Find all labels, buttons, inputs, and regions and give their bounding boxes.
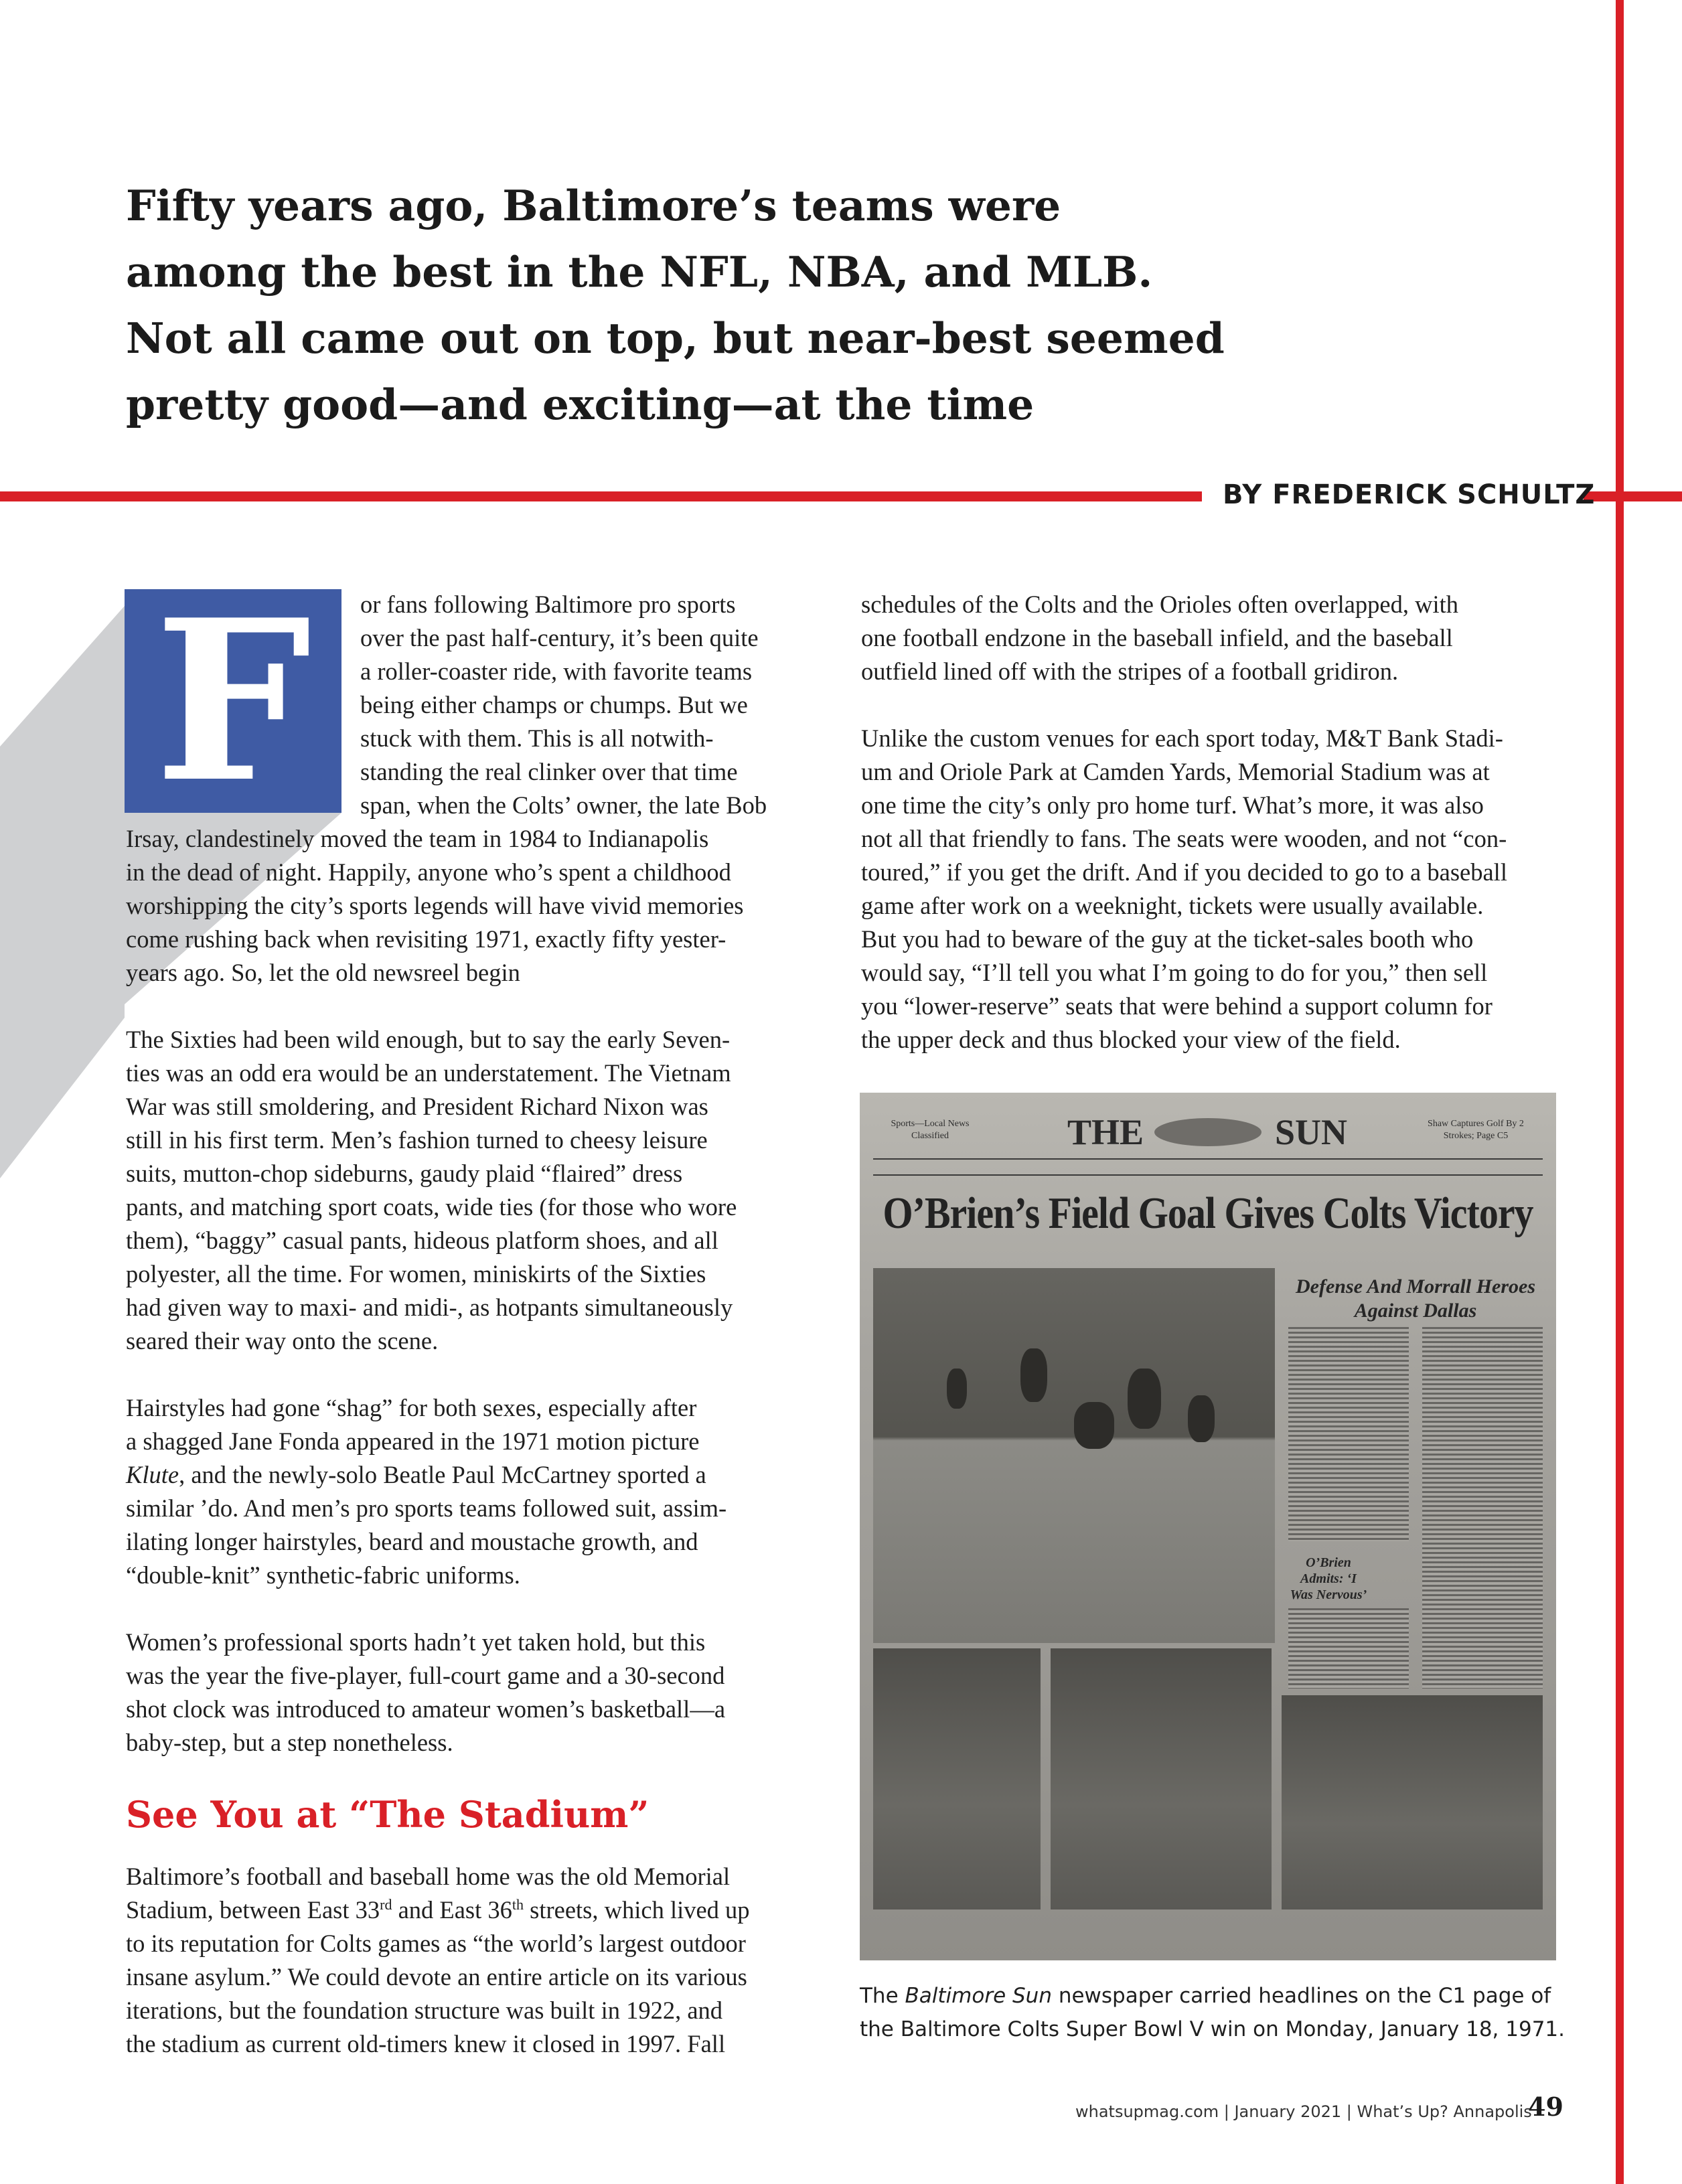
superscript: rd — [380, 1895, 392, 1913]
page-number: 49 — [1528, 2092, 1563, 2122]
publication-italic: Baltimore Sun — [905, 1984, 1052, 2008]
footer-info: whatsupmag.com | January 2021 | What’s Up? Annapolis — [1075, 2102, 1532, 2121]
text-line: Baltimore’s football and baseball home was the old Memorial — [126, 1863, 731, 1890]
text-line: would say, “I’ll tell you what I’m going to do for you,” then sell — [861, 959, 1488, 986]
player-figure — [947, 1369, 967, 1409]
text-line: one football endzone in the baseball infield, and the baseball — [861, 624, 1453, 651]
col1-para4 — [126, 1626, 725, 1760]
text-line: stuck with them. This is all notwith- — [360, 724, 714, 752]
text-line: Irsay, clandestinely moved the team in 1984 to Indianapolis — [126, 825, 709, 852]
text-line: or fans following Baltimore pro sports — [360, 591, 736, 618]
article-deck — [126, 173, 1264, 438]
text-line: baby-step, but a step nonetheless. — [126, 1729, 453, 1756]
text-line: game after work on a weeknight, tickets were usually available. — [861, 892, 1484, 919]
newspaper-title-sun: SUN — [1275, 1112, 1348, 1152]
text-line: had given way to maxi- and midi-, as hotpants simultaneously — [126, 1294, 733, 1321]
text-line: was the year the five-player, full-court game and a 30-second — [126, 1662, 725, 1689]
col2-para2 — [861, 722, 1507, 1057]
text-line: Hairstyles had gone “shag” for both sexes, especially after — [126, 1394, 697, 1421]
newspaper-inset-head: O’Brien Admits: ‘I Was Nervous’ — [1290, 1555, 1367, 1602]
text-line: standing the real clinker over that time — [360, 758, 738, 785]
deck-line: Fifty years ago, Baltimore’s teams were — [126, 181, 1061, 230]
deck-line: pretty good—and exciting—at the time — [126, 380, 1035, 429]
text-line: suits, mutton-chop sideburns, gaudy plaid “flaired” dress — [126, 1160, 683, 1187]
newspaper-rule — [873, 1158, 1543, 1160]
caption-line: the Baltimore Colts Super Bowl V win on Monday, January 18, 1971. — [860, 2017, 1565, 2041]
player-figure — [1188, 1395, 1215, 1442]
col1-para2 — [126, 1023, 737, 1358]
newspaper-subhead: Defense And Morrall Heroes Against Dallas — [1295, 1275, 1536, 1322]
text-line: Unlike the custom venues for each sport today, M&T Bank Stadi- — [861, 724, 1503, 752]
text-fragment: The — [860, 1984, 905, 2008]
text-fragment: newspaper carried headlines on the C1 page of — [1051, 1984, 1551, 2008]
superscript: th — [512, 1895, 524, 1913]
red-vertical-rule — [1616, 0, 1624, 2184]
text-line: them), “baggy” casual pants, hideous platform shoes, and all — [126, 1227, 718, 1254]
text-line: years ago. So, let the old newsreel begin — [126, 959, 520, 986]
newspaper-column — [1422, 1327, 1543, 1689]
text-line: you “lower-reserve” seats that were behind a support column for — [861, 992, 1493, 1020]
text-line: outfield lined off with the stripes of a football gridiron. — [861, 657, 1399, 685]
col1-para1-full — [126, 822, 744, 990]
text-line: span, when the Colts’ owner, the late Bob — [360, 791, 767, 819]
player-figure — [1074, 1402, 1114, 1449]
text-line: not all that friendly to fans. The seats were wooden, and not “con- — [861, 825, 1507, 852]
text-line: War was still smoldering, and President Richard Nixon was — [126, 1093, 708, 1120]
col2-para1 — [861, 588, 1458, 688]
text-fragment: Stadium, between East 33 — [126, 1896, 380, 1924]
drop-cap: F — [125, 589, 341, 813]
text-line: um and Oriole Park at Camden Yards, Memorial Stadium was at — [861, 758, 1490, 785]
text-line: “double-knit” synthetic-fabric uniforms. — [126, 1561, 520, 1589]
text-line — [126, 1458, 727, 1492]
text-line: pants, and matching sport coats, wide ties (for those who wore — [126, 1193, 737, 1221]
text-line: one time the city’s only pro home turf. What’s more, it was also — [861, 791, 1484, 819]
newspaper-photo — [860, 1093, 1556, 1960]
text-line: to its reputation for Colts games as “the world’s largest outdoor — [126, 1930, 746, 1957]
text-line: insane asylum.” We could devote an entire article on its various — [126, 1963, 747, 1991]
newspaper-rule — [873, 1174, 1543, 1176]
text-line: in the dead of night. Happily, anyone who’s spent a childhood — [126, 858, 731, 886]
col1-para5 — [126, 1860, 750, 2061]
player-figure — [1128, 1369, 1161, 1429]
newspaper-photo-small — [1282, 1695, 1543, 1909]
text-line: But you had to beware of the guy at the ticket-sales booth who — [861, 925, 1474, 953]
text-fragment: and East 36 — [392, 1896, 512, 1924]
text-line: still in his first term. Men’s fashion turned to cheesy leisure — [126, 1126, 708, 1154]
text-line: polyester, all the time. For women, miniskirts of the Sixties — [126, 1260, 706, 1288]
deck-line: among the best in the NFL, NBA, and MLB. — [126, 247, 1153, 297]
text-line: ilating longer hairstyles, beard and moustache growth, and — [126, 1528, 698, 1555]
text-line: worshipping the city’s sports legends will have vivid memories — [126, 892, 744, 919]
text-line: over the past half-century, it’s been quite — [360, 624, 759, 651]
caption-line — [860, 1979, 1570, 2013]
text-line: the stadium as current old-timers knew it closed in 1997. Fall — [126, 2030, 726, 2057]
text-line: a roller-coaster ride, with favorite teams — [360, 657, 753, 685]
text-line: Women’s professional sports hadn’t yet taken hold, but this — [126, 1628, 706, 1656]
player-figure — [1020, 1348, 1047, 1402]
text-fragment: , and the newly-solo Beatle Paul McCartney sported a — [179, 1461, 706, 1488]
newspaper-seal — [1154, 1118, 1262, 1146]
text-line: a shagged Jane Fonda appeared in the 1971 motion picture — [126, 1427, 700, 1455]
text-line: The Sixties had been wild enough, but to say the early Seven- — [126, 1026, 731, 1053]
text-line: iterations, but the foundation structure was built in 1922, and — [126, 1997, 723, 2024]
text-line: seared their way onto the scene. — [126, 1327, 439, 1354]
text-line — [126, 1893, 750, 1927]
photo-caption — [860, 1979, 1570, 2046]
text-line: the upper deck and thus blocked your view of the field. — [861, 1026, 1401, 1053]
newspaper-column — [1288, 1608, 1409, 1689]
section-subhead: See You at “The Stadium” — [126, 1793, 649, 1836]
deck-line: Not all came out on top, but near-best seemed — [126, 313, 1225, 363]
newspaper-photo-small — [873, 1648, 1041, 1909]
red-horizontal-rule-left — [0, 491, 1202, 501]
byline: BY FREDERICK SCHULTZ — [1223, 479, 1596, 510]
text-line: toured,” if you get the drift. And if you decided to go to a baseball — [861, 858, 1507, 886]
newspaper-masthead-left: Sports—Local News Classified — [891, 1119, 970, 1141]
col1-para3 — [126, 1391, 727, 1592]
text-fragment: streets, which lived up — [524, 1896, 750, 1924]
text-line: being either champs or chumps. But we — [360, 691, 748, 718]
text-line: similar ’do. And men’s pro sports teams followed suit, assim- — [126, 1494, 727, 1522]
text-line: shot clock was introduced to amateur women’s basketball—a — [126, 1695, 726, 1723]
col1-para1-wrap — [360, 588, 767, 822]
newspaper-masthead-right: Shaw Captures Golf By 2 Strokes; Page C5 — [1428, 1119, 1524, 1141]
red-horizontal-rule-right — [1584, 491, 1682, 501]
text-line: ties was an odd era would be an understatement. The Vietnam — [126, 1059, 731, 1087]
newspaper-column — [1288, 1327, 1409, 1541]
newspaper-title-the: THE — [1067, 1112, 1144, 1152]
text-line: schedules of the Colts and the Orioles often overlapped, with — [861, 591, 1459, 618]
newspaper-main-photo — [873, 1268, 1275, 1643]
text-line: come rushing back when revisiting 1971, exactly fifty yester- — [126, 925, 727, 953]
film-title-italic: Klute — [126, 1461, 179, 1488]
newspaper-photo-small — [1051, 1648, 1272, 1909]
newspaper-headline: O’Brien’s Field Goal Gives Colts Victory — [883, 1188, 1533, 1239]
